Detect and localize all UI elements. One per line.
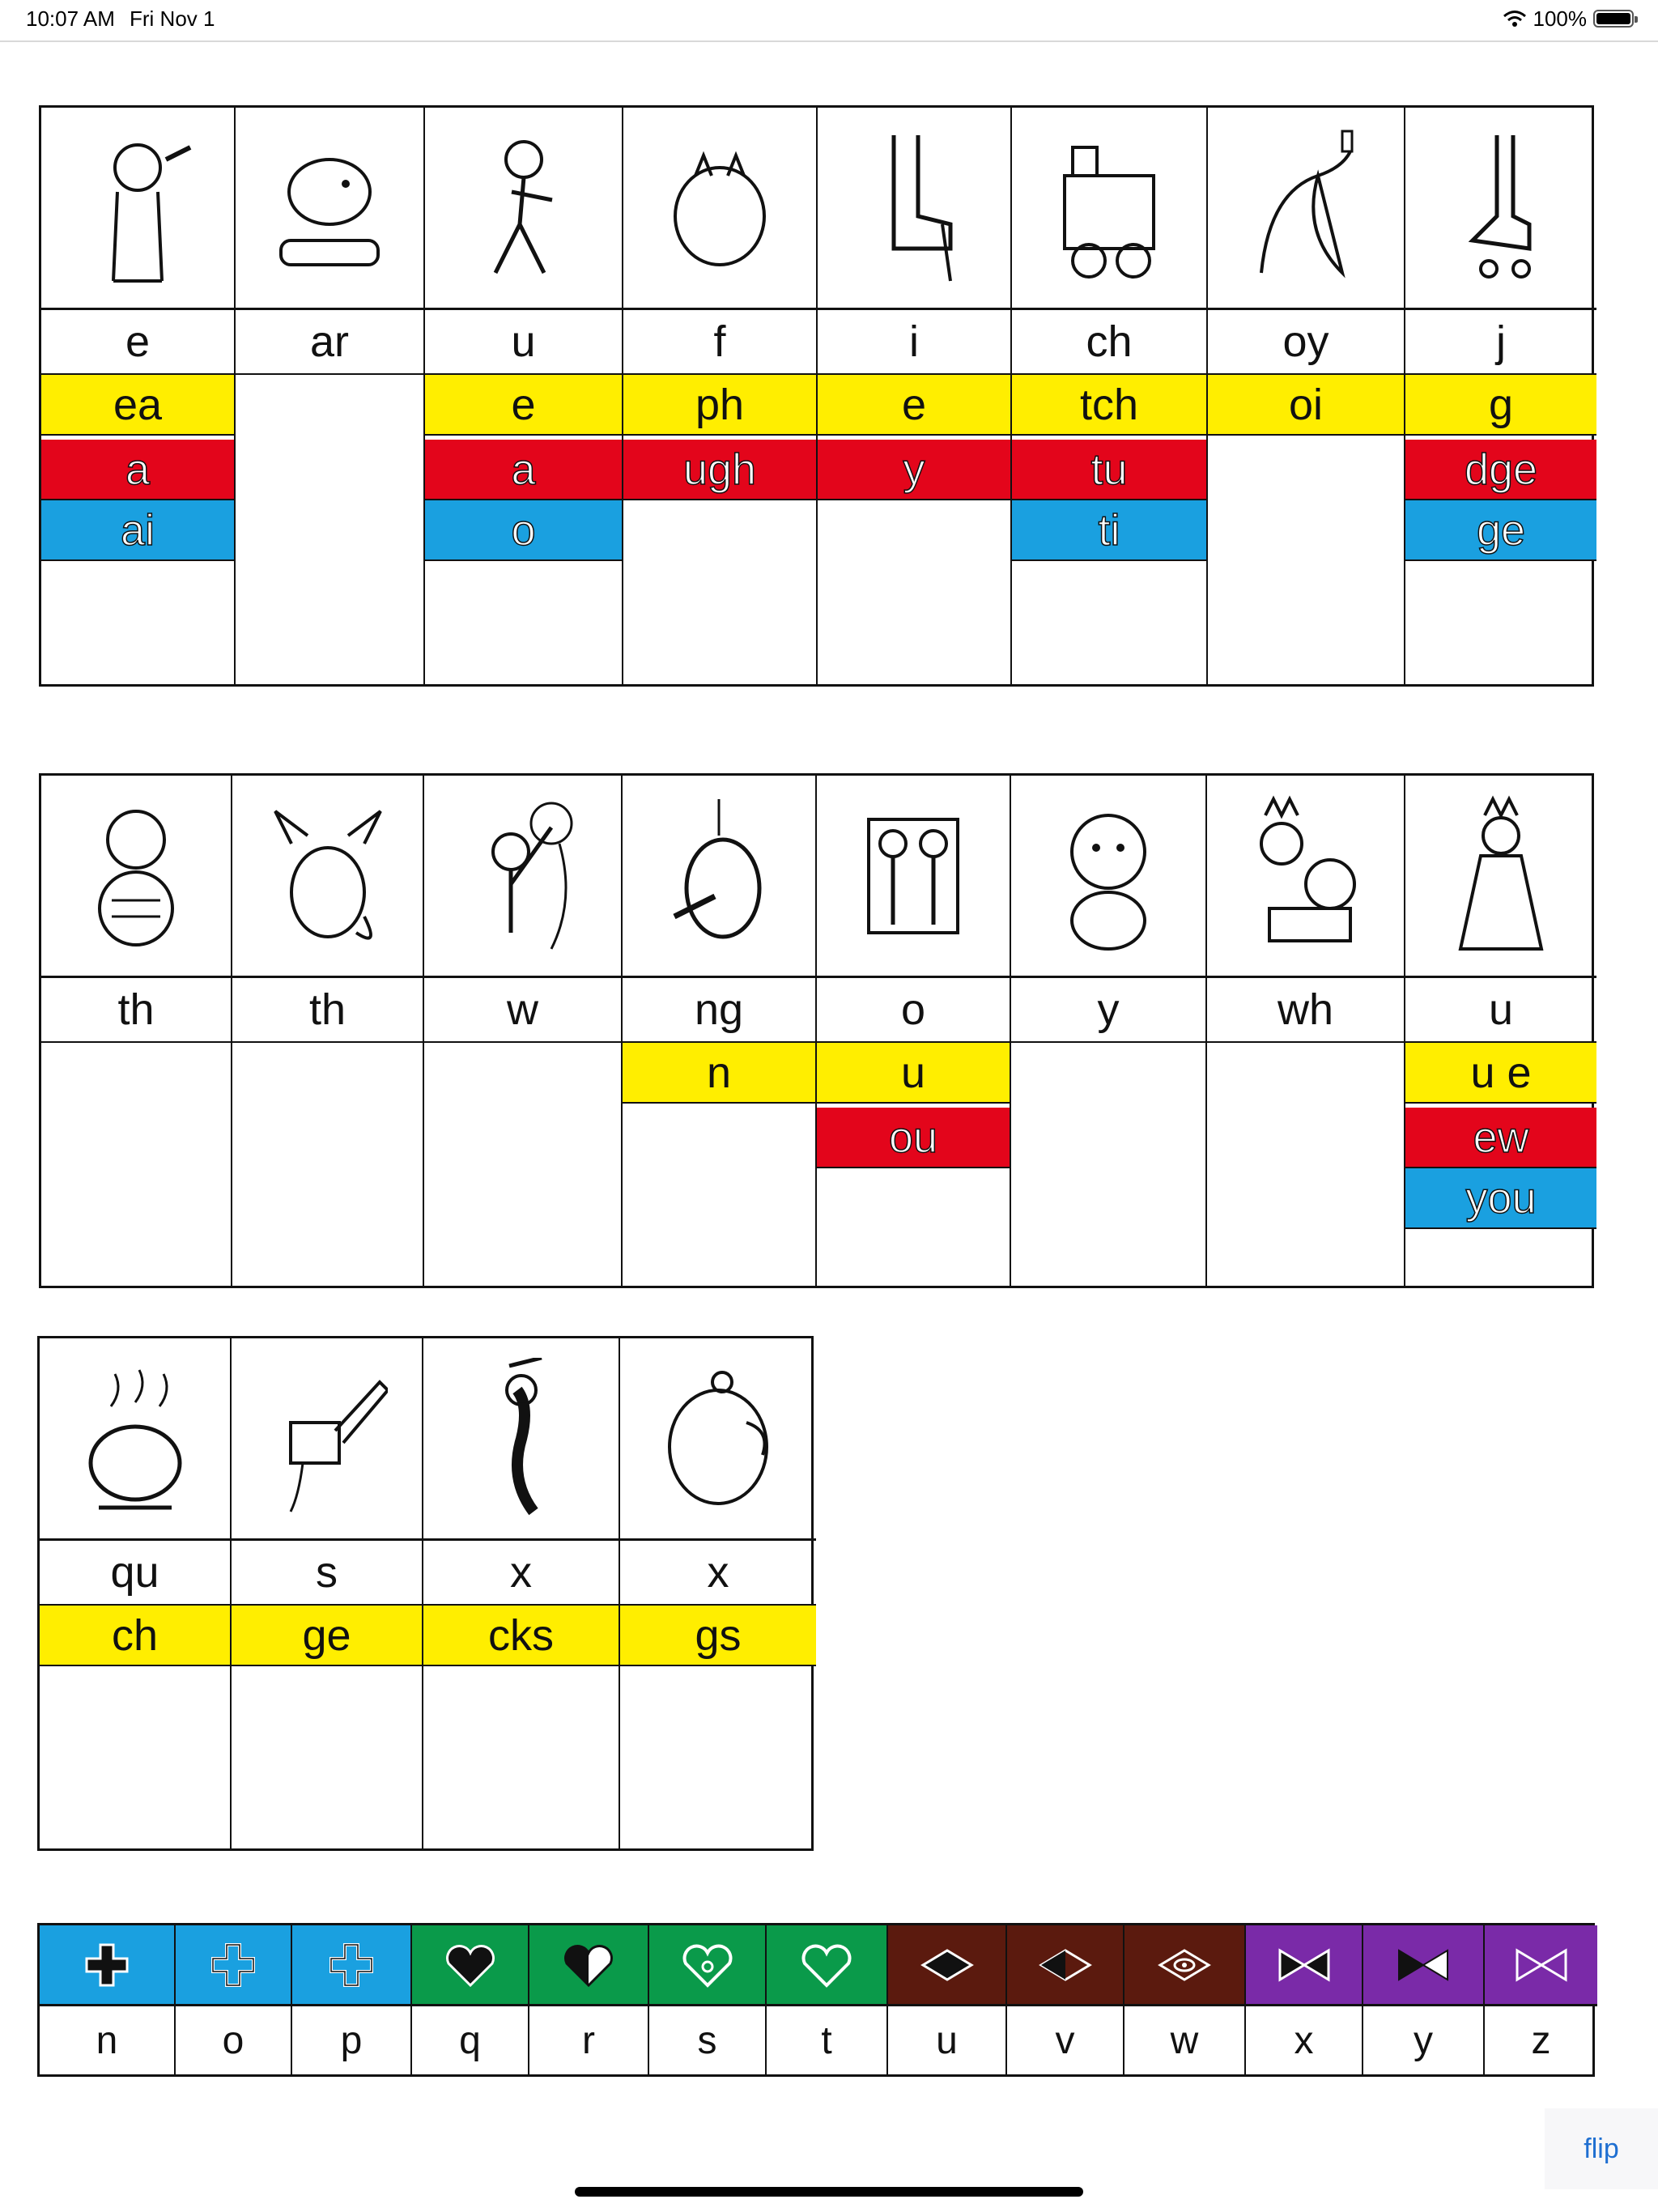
key-shape-cell (176, 1925, 291, 2006)
key-letter-cell[interactable] (886, 1925, 1005, 2074)
sound-card-picture (41, 108, 234, 310)
key-letter: u (936, 2018, 958, 2062)
sound-spelling-chart-2 (39, 773, 1594, 1288)
key-shape-cell (529, 1925, 648, 2006)
key-shape-cell (1246, 1925, 1362, 2006)
key-letter-cell[interactable] (291, 1925, 410, 2074)
key-letter: z (1531, 2018, 1551, 2062)
sound-spelling-chart-3 (37, 1336, 814, 1851)
spelling-blue: ti (1012, 500, 1206, 561)
kids-icon (852, 795, 974, 957)
plus-outline-icon (323, 1941, 380, 1989)
spelling-blue: ge (1405, 500, 1596, 561)
sound-card[interactable] (621, 776, 815, 1286)
heart-half-icon (560, 1941, 617, 1989)
lion-icon (77, 127, 198, 289)
bowtie-solid-icon (1276, 1941, 1333, 1989)
bowtie-half-icon (1395, 1941, 1452, 1989)
dog-icon (269, 127, 390, 289)
cat-icon (659, 127, 780, 289)
sound-card-picture (1405, 108, 1596, 310)
sound-label: u (425, 310, 622, 375)
key-letter-cell[interactable] (528, 1925, 648, 2074)
sound-card-picture (236, 108, 423, 310)
sound-spelling-chart-1 (39, 105, 1594, 687)
spelling-red: dge (1405, 440, 1596, 500)
spelling-yellow: ea (41, 375, 234, 436)
sound-card-picture (232, 1338, 422, 1541)
key-shape-cell (1007, 1925, 1123, 2006)
sound-label: x (620, 1541, 816, 1606)
bowtie-outline-icon (1513, 1941, 1570, 1989)
key-shape-cell (412, 1925, 528, 2006)
status-time: 10:07 AM (26, 6, 115, 31)
train-icon (1048, 127, 1170, 289)
sound-label: qu (40, 1541, 230, 1606)
key-letter-cell[interactable] (1005, 1925, 1123, 2074)
spelling-red: y (818, 440, 1010, 500)
sound-label: th (41, 978, 231, 1043)
dragon-icon (267, 795, 389, 957)
key-letter: y (1414, 2018, 1433, 2062)
sound-card[interactable] (423, 108, 622, 684)
key-letter: x (1294, 2018, 1314, 2062)
skate-icon (1440, 127, 1562, 289)
key-letter: q (459, 2018, 481, 2062)
sound-label: y (1011, 978, 1205, 1043)
key-letter-cell[interactable] (174, 1925, 291, 2074)
sound-card[interactable] (41, 776, 231, 1286)
spelling-yellow: e (425, 375, 622, 436)
key-letter: t (821, 2018, 832, 2062)
spelling-yellow: e (818, 375, 1010, 436)
sound-card[interactable] (1010, 776, 1205, 1286)
key-shape-cell (40, 1925, 174, 2006)
status-date: Fri Nov 1 (130, 6, 215, 31)
spelling-blue: ai (41, 500, 234, 561)
sound-label: ar (236, 310, 423, 375)
sound-label: ch (1012, 310, 1206, 375)
sound-card-picture (425, 108, 622, 310)
key-letter-cell[interactable] (1123, 1925, 1244, 2074)
key-letter-cell[interactable] (40, 1925, 174, 2074)
sound-card-picture (232, 776, 423, 978)
key-shape-cell (1485, 1925, 1597, 2006)
diamond-half-icon (1037, 1941, 1094, 1989)
king-icon (1245, 795, 1367, 957)
sound-card-picture (817, 776, 1010, 978)
sound-card-picture (41, 776, 231, 978)
sound-label: o (817, 978, 1010, 1043)
spelling-red: a (425, 440, 622, 500)
wifi-icon (1503, 9, 1527, 28)
letter-key-table (37, 1923, 1595, 2077)
girl-icon (463, 127, 585, 289)
spelling-yellow: n (623, 1043, 815, 1104)
key-letter-cell[interactable] (1362, 1925, 1483, 2074)
saw-icon (266, 1358, 388, 1520)
sound-card-picture (40, 1338, 230, 1541)
spelling-yellow: u (817, 1043, 1010, 1104)
spelling-yellow: ph (623, 375, 816, 436)
sound-card-picture (1011, 776, 1205, 978)
sound-card[interactable] (1404, 776, 1596, 1286)
sound-card[interactable] (230, 1338, 422, 1848)
sound-card[interactable] (234, 108, 423, 684)
cowboy-icon (462, 795, 584, 957)
key-shape-cell (767, 1925, 886, 2006)
key-letter-cell[interactable] (1483, 1925, 1597, 2074)
sound-card-picture (1207, 776, 1404, 978)
queen-icon (1440, 795, 1562, 957)
sound-card-picture (423, 1338, 619, 1541)
sound-label: u (1405, 978, 1596, 1043)
key-letter: n (96, 2018, 118, 2062)
sound-label: e (41, 310, 234, 375)
sound-card-picture (623, 108, 816, 310)
sound-label: th (232, 978, 423, 1043)
sound-label: wh (1207, 978, 1404, 1043)
key-letter: v (1055, 2018, 1075, 2062)
sound-label: ng (623, 978, 815, 1043)
sound-card[interactable] (619, 1338, 816, 1848)
spelling-yellow: g (1405, 375, 1596, 436)
sound-card[interactable] (422, 1338, 619, 1848)
sound-card[interactable] (1404, 108, 1596, 684)
boot-icon (853, 127, 975, 289)
sound-card[interactable] (423, 776, 621, 1286)
seal-icon (1245, 127, 1367, 289)
key-letter: w (1170, 2018, 1199, 2062)
sound-card[interactable] (622, 108, 816, 684)
battery-icon (1593, 10, 1634, 28)
sound-card-picture (818, 108, 1010, 310)
spelling-yellow: cks (423, 1606, 619, 1666)
frog-icon (657, 1358, 779, 1520)
key-letter-cell[interactable] (1244, 1925, 1362, 2074)
key-letter-cell[interactable] (648, 1925, 765, 2074)
sound-card[interactable] (1206, 108, 1404, 684)
key-letter-cell[interactable] (765, 1925, 886, 2074)
sound-card[interactable] (815, 776, 1010, 1286)
flip-button[interactable]: flip (1545, 2108, 1658, 2189)
sound-label: j (1405, 310, 1596, 375)
sound-card-picture (424, 776, 621, 978)
heart-solid-icon (442, 1941, 499, 1989)
sound-label: s (232, 1541, 422, 1606)
sound-card-picture (623, 776, 815, 978)
spelling-yellow: gs (620, 1606, 816, 1666)
sound-label: f (623, 310, 816, 375)
home-indicator[interactable] (575, 2187, 1083, 2197)
spelling-red: ew (1405, 1108, 1596, 1168)
sound-card[interactable] (40, 1338, 230, 1848)
key-shape-cell (888, 1925, 1005, 2006)
spelling-blue: you (1405, 1168, 1596, 1229)
spelling-red: a (41, 440, 234, 500)
sound-card[interactable] (41, 108, 234, 684)
key-shape-cell (1363, 1925, 1483, 2006)
key-shape-cell (1124, 1925, 1244, 2006)
sound-card-picture (1208, 108, 1404, 310)
sound-card[interactable] (816, 108, 1010, 684)
key-shape-cell (649, 1925, 765, 2006)
sound-card[interactable] (231, 776, 423, 1286)
sound-card-picture (1012, 108, 1206, 310)
status-right (1503, 5, 1635, 32)
spelling-yellow: tch (1012, 375, 1206, 436)
spelling-red: ugh (623, 440, 816, 500)
spelling-yellow: ch (40, 1606, 230, 1666)
spelling-blue: o (425, 500, 622, 561)
key-letter-cell[interactable] (410, 1925, 528, 2074)
plus-solid-icon (79, 1941, 135, 1989)
spelling-yellow: ge (232, 1606, 422, 1666)
key-letter: r (582, 2018, 595, 2062)
key-letter: p (340, 2018, 363, 2062)
sound-label: i (818, 310, 1010, 375)
sound-label: w (424, 978, 621, 1043)
pot-icon (74, 1358, 196, 1520)
status-bar (0, 0, 1658, 42)
monster-icon (75, 795, 197, 957)
heart-dot-icon (679, 1941, 736, 1989)
spelling-red: ou (817, 1108, 1010, 1168)
plus-outline-icon (205, 1941, 261, 1989)
key-letter: o (222, 2018, 244, 2062)
puppy-icon (1048, 795, 1169, 957)
sound-card-picture (620, 1338, 816, 1541)
spelling-red: tu (1012, 440, 1206, 500)
gong-icon (658, 795, 780, 957)
sound-label: x (423, 1541, 619, 1606)
sound-card[interactable] (1205, 776, 1404, 1286)
spelling-yellow: oi (1208, 375, 1404, 436)
key-shape-cell (292, 1925, 410, 2006)
spelling-yellow: u e (1405, 1043, 1596, 1104)
diamond-solid-icon (919, 1941, 976, 1989)
sound-label: oy (1208, 310, 1404, 375)
key-letter: s (697, 2018, 717, 2062)
diamond-dot-icon (1156, 1941, 1213, 1989)
sound-card-picture (1405, 776, 1596, 978)
sound-card[interactable] (1010, 108, 1206, 684)
battery-percent: 100% (1533, 6, 1587, 31)
heart-outline-icon (798, 1941, 855, 1989)
snake-icon (461, 1358, 582, 1520)
